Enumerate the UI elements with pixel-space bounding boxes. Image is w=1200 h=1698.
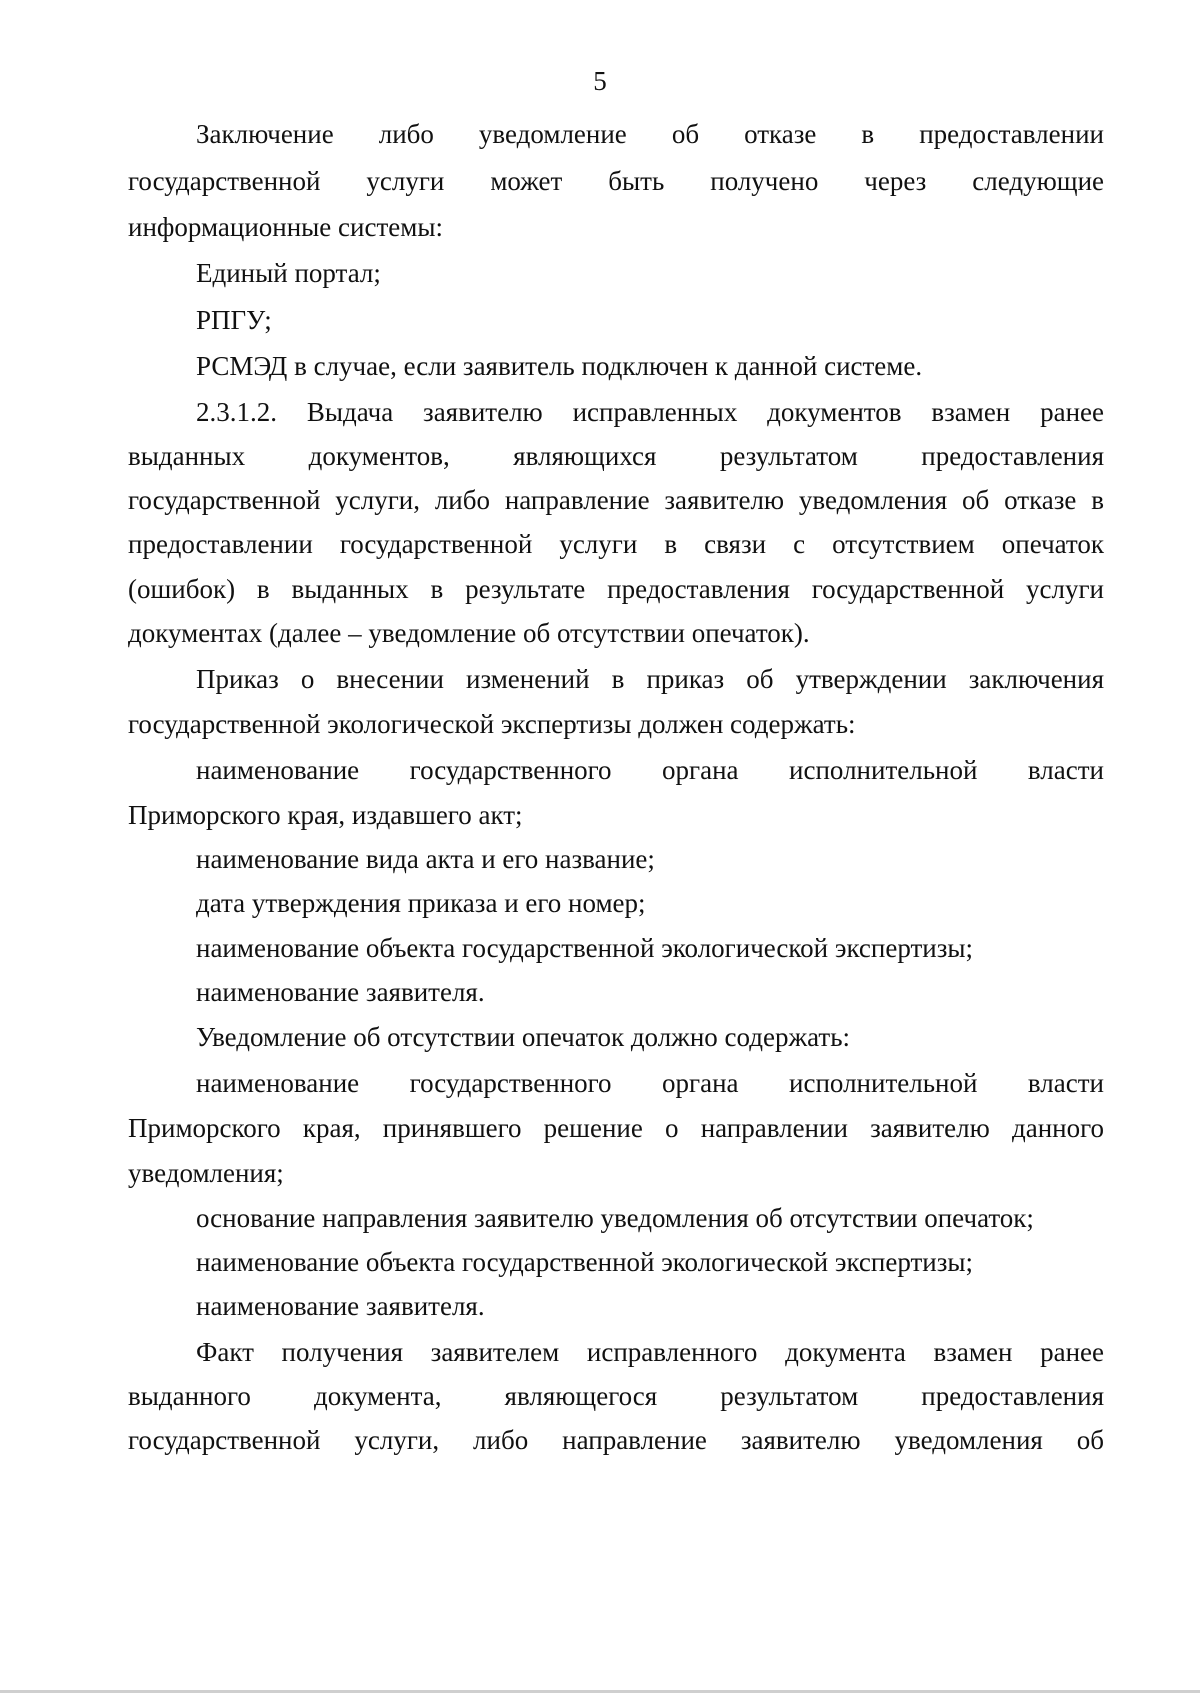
text-line: 2.3.1.2. Выдача заявителю исправленных документов взамен ранее [196, 397, 1104, 427]
page-bottom-edge [0, 1690, 1200, 1693]
text-line: уведомления; [128, 1158, 284, 1188]
text-line: Факт получения заявителем исправленного документа взамен ранее [196, 1337, 1104, 1367]
text-line: Приказ о внесении изменений в приказ об утверждении заключения [196, 664, 1104, 694]
text-line: выданных документов, являющихся результатом предоставления [128, 441, 1104, 471]
text-line: государственной услуги, либо направление заявителю уведомления об отказе в [128, 485, 1104, 515]
text-line: Приморского края, принявшего решение о направлении заявителю данного [128, 1113, 1104, 1143]
page-number: 5 [593, 66, 607, 96]
text-line: предоставлении государственной услуги в связи с отсутствием опечаток [128, 529, 1104, 559]
text-line: дата утверждения приказа и его номер; [196, 888, 646, 918]
text-line: РПГУ; [196, 305, 272, 335]
text-line: наименование заявителя. [196, 977, 485, 1007]
text-line: государственной услуги, либо направление заявителю уведомления об [128, 1425, 1104, 1455]
text-line: государственной услуги может быть получено через следующие [128, 166, 1104, 196]
text-line: государственной экологической экспертизы должен содержать: [128, 709, 856, 739]
text-line: наименование заявителя. [196, 1291, 485, 1321]
text-line: выданного документа, являющегося результатом предоставления [128, 1381, 1104, 1411]
text-line: наименование государственного органа исполнительной власти [196, 755, 1104, 785]
text-line: РСМЭД в случае, если заявитель подключен к данной системе. [196, 351, 923, 381]
text-line: Приморского края, издавшего акт; [128, 800, 523, 830]
text-line: наименование вида акта и его название; [196, 844, 655, 874]
text-line: Единый портал; [196, 258, 381, 288]
text-line: основание направления заявителю уведомления об отсутствии опечаток; [196, 1203, 1034, 1233]
text-line: наименование объекта государственной экологической экспертизы; [196, 1247, 974, 1277]
text-line: наименование объекта государственной экологической экспертизы; [196, 933, 974, 963]
text-line: (ошибок) в выданных в результате предоставления государственной услуги [128, 574, 1104, 604]
text-line: Заключение либо уведомление об отказе в предоставлении [196, 119, 1104, 149]
text-line: Уведомление об отсутствии опечаток должно содержать: [196, 1022, 851, 1052]
text-line: наименование государственного органа исполнительной власти [196, 1068, 1104, 1098]
text-line: документах (далее – уведомление об отсутствии опечаток). [128, 618, 810, 648]
text-line: информационные системы: [128, 212, 443, 242]
